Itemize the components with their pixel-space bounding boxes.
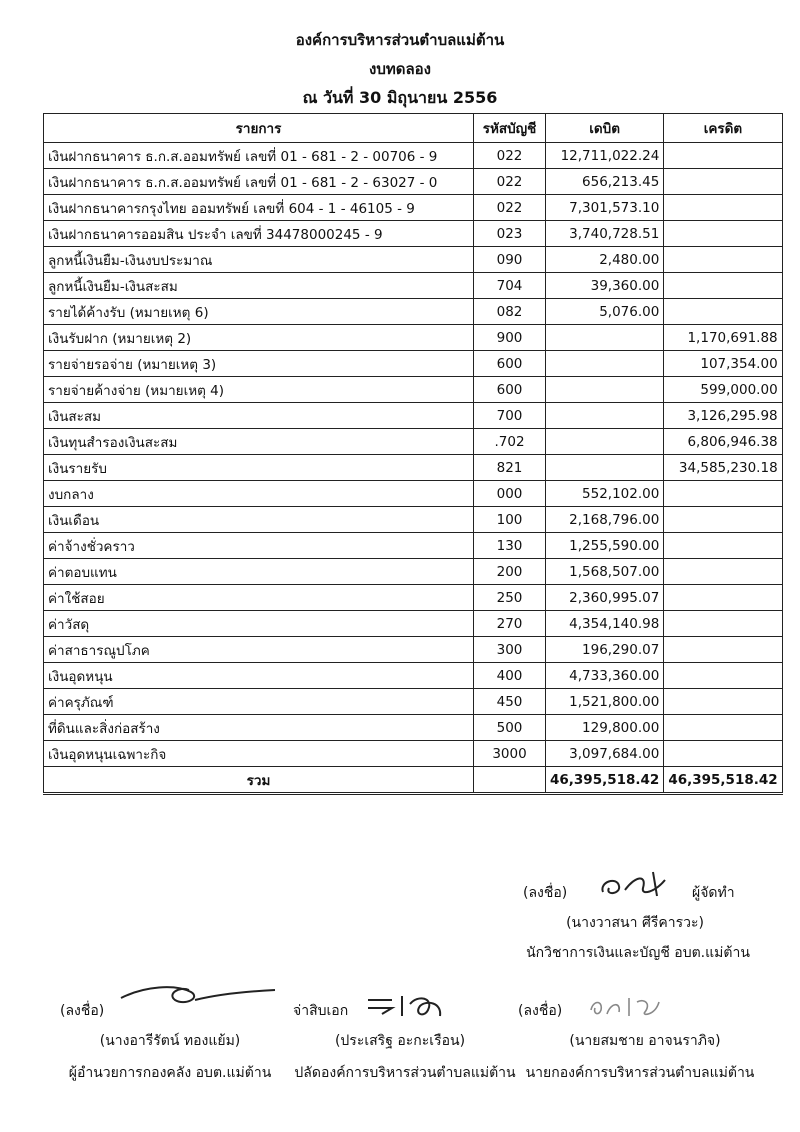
row-code-cell: 270 [474,611,546,637]
row-code-cell: 704 [474,273,546,299]
finance-signature [115,980,285,1012]
row-credit-cell: 34,585,230.18 [664,455,782,481]
row-code-cell: 600 [474,377,546,403]
org-title: องค์การบริหารส่วนตำบลแม่ต้าน [295,31,505,49]
row-item-cell: เงินฝากธนาคารกรุงไทย ออมทรัพย์ เลขที่ 604 - 1 - 46105 - 9 [44,195,474,221]
row-debit-cell: 196,290.07 [546,637,664,663]
row-debit-cell [546,377,664,403]
table-row [44,325,783,351]
row-debit-cell: 1,521,800.00 [546,689,664,715]
as-of-date: ณ วันที่ 30 มิถุนายน 2556 [302,88,498,107]
clerk-signature [362,990,452,1022]
row-item-cell: รายจ่ายค้างจ่าย (หมายเหตุ 4) [44,377,474,403]
row-code-cell: 082 [474,299,546,325]
row-item-cell: ค่าตอบแทน [44,559,474,585]
row-item-cell: ลูกหนี้เงินยืม-เงินงบประมาณ [44,247,474,273]
total-row [44,767,783,794]
row-credit-cell [664,221,782,247]
total-code-cell [474,767,546,794]
row-credit-cell [664,533,782,559]
row-credit-cell: 1,170,691.88 [664,325,782,351]
table-row [44,403,783,429]
total-debit: 46,395,518.42 [546,767,664,794]
row-item-cell: ค่าครุภัณฑ์ [44,689,474,715]
table-row [44,351,783,377]
row-debit-cell: 129,800.00 [546,715,664,741]
row-credit-cell [664,273,782,299]
total-label: รวม [44,767,474,794]
column-header-code: รหัสบัญชี [474,114,546,143]
table-header-row [44,114,783,143]
prepared-name: (นางวาสนา ศีรีคารวะ) [566,915,704,931]
row-code-cell: 821 [474,455,546,481]
row-credit-cell [664,585,782,611]
row-credit-cell [664,611,782,637]
row-credit-cell [664,715,782,741]
table-row [44,195,783,221]
row-debit-cell: 3,097,684.00 [546,741,664,767]
row-item-cell: รายจ่ายรอจ่าย (หมายเหตุ 3) [44,351,474,377]
row-code-cell: 130 [474,533,546,559]
row-code-cell: 250 [474,585,546,611]
row-debit-cell: 2,480.00 [546,247,664,273]
row-code-cell: 022 [474,195,546,221]
finance-sign-label: (ลงชื่อ) [60,1003,105,1019]
row-credit-cell [664,689,782,715]
table-row [44,715,783,741]
row-item-cell: ลูกหนี้เงินยืม-เงินสะสม [44,273,474,299]
row-debit-cell [546,325,664,351]
row-code-cell: 3000 [474,741,546,767]
row-debit-cell: 3,740,728.51 [546,221,664,247]
table-row [44,247,783,273]
document-title: งบทดลอง [369,60,431,78]
row-code-cell: 200 [474,559,546,585]
row-debit-cell: 39,360.00 [546,273,664,299]
column-header-debit: เดบิต [546,114,664,143]
row-item-cell: รายได้ค้างรับ (หมายเหตุ 6) [44,299,474,325]
row-debit-cell: 7,301,573.10 [546,195,664,221]
table-row [44,559,783,585]
row-credit-cell [664,663,782,689]
row-code-cell: 700 [474,403,546,429]
prepared-sign-label: (ลงชื่อ) [523,885,568,901]
row-item-cell: ค่าใช้สอย [44,585,474,611]
row-code-cell: 022 [474,169,546,195]
column-header-credit: เครดิต [664,114,782,143]
row-debit-cell: 2,360,995.07 [546,585,664,611]
row-item-cell: เงินทุนสำรองเงินสะสม [44,429,474,455]
row-credit-cell [664,507,782,533]
total-credit: 46,395,518.42 [664,767,782,794]
row-debit-cell [546,403,664,429]
table-row [44,637,783,663]
row-credit-cell [664,169,782,195]
table-row [44,689,783,715]
finance-position: ผู้อำนวยการกองคลัง อบต.แม่ต้าน [68,1065,272,1081]
row-debit-cell: 2,168,796.00 [546,507,664,533]
row-item-cell: เงินฝากธนาคารออมสิน ประจำ เลขที่ 34478000245 - 9 [44,221,474,247]
row-code-cell: 300 [474,637,546,663]
row-code-cell: 500 [474,715,546,741]
row-item-cell: ค่าจ้างชั่วคราว [44,533,474,559]
row-item-cell: เงินสะสม [44,403,474,429]
table-row [44,611,783,637]
row-code-cell: 400 [474,663,546,689]
row-debit-cell: 12,711,022.24 [546,143,664,169]
table-row [44,221,783,247]
table-row [44,585,783,611]
row-credit-cell: 6,806,946.38 [664,429,782,455]
clerk-name: (ประเสริฐ อะกะเรือน) [334,1033,466,1049]
row-debit-cell: 4,354,140.98 [546,611,664,637]
row-code-cell: 000 [474,481,546,507]
row-code-cell: 100 [474,507,546,533]
table-row [44,663,783,689]
row-item-cell: เงินรายรับ [44,455,474,481]
mayor-sign-label: (ลงชื่อ) [518,1003,563,1019]
mayor-position: นายกองค์การบริหารส่วนตำบลแม่ต้าน [525,1065,755,1081]
row-code-cell: 090 [474,247,546,273]
row-debit-cell: 4,733,360.00 [546,663,664,689]
row-credit-cell [664,143,782,169]
row-code-cell: 023 [474,221,546,247]
row-item-cell: เงินฝากธนาคาร ธ.ก.ส.ออมทรัพย์ เลขที่ 01 - 681 - 2 - 00706 - 9 [44,143,474,169]
row-debit-cell [546,351,664,377]
row-debit-cell: 656,213.45 [546,169,664,195]
row-item-cell: ที่ดินและสิ่งก่อสร้าง [44,715,474,741]
row-credit-cell: 599,000.00 [664,377,782,403]
row-credit-cell [664,195,782,221]
row-credit-cell: 3,126,295.98 [664,403,782,429]
row-code-cell: 900 [474,325,546,351]
table-row [44,507,783,533]
prepared-signature [595,866,685,904]
prepared-position: นักวิชาการเงินและบัญชี อบต.แม่ต้าน [526,945,750,961]
row-credit-cell: 107,354.00 [664,351,782,377]
row-code-cell: .702 [474,429,546,455]
column-header-item: รายการ [44,114,474,143]
row-item-cell: เงินฝากธนาคาร ธ.ก.ส.ออมทรัพย์ เลขที่ 01 - 681 - 2 - 63027 - 0 [44,169,474,195]
table-row [44,143,783,169]
clerk-position: ปลัดองค์การบริหารส่วนตำบลแม่ต้าน [294,1065,516,1081]
table-row [44,481,783,507]
row-credit-cell [664,299,782,325]
row-debit-cell: 552,102.00 [546,481,664,507]
row-credit-cell [664,637,782,663]
row-item-cell: ค่าวัสดุ [44,611,474,637]
row-debit-cell: 1,255,590.00 [546,533,664,559]
row-debit-cell: 5,076.00 [546,299,664,325]
row-code-cell: 450 [474,689,546,715]
finance-name: (นางอารีรัตน์ ทองแย้ม) [99,1033,241,1049]
table-row [44,741,783,767]
table-row [44,533,783,559]
clerk-rank: จ่าสิบเอก [293,1003,349,1019]
trial-balance-table [43,113,783,795]
row-credit-cell [664,481,782,507]
table-row [44,455,783,481]
row-debit-cell [546,455,664,481]
row-item-cell: เงินอุดหนุนเฉพาะกิจ [44,741,474,767]
mayor-name: (นายสมชาย อาจนราภิจ) [569,1033,721,1049]
row-item-cell: เงินอุดหนุน [44,663,474,689]
row-debit-cell [546,429,664,455]
row-item-cell: งบกลาง [44,481,474,507]
row-code-cell: 022 [474,143,546,169]
row-credit-cell [664,247,782,273]
row-item-cell: ค่าสาธารณูปโภค [44,637,474,663]
row-code-cell: 600 [474,351,546,377]
mayor-signature [585,990,675,1022]
table-row [44,299,783,325]
table-row [44,429,783,455]
prepared-role-label: ผู้จัดทำ [692,885,735,901]
row-item-cell: เงินรับฝาก (หมายเหตุ 2) [44,325,474,351]
row-debit-cell: 1,568,507.00 [546,559,664,585]
table-row [44,377,783,403]
row-credit-cell [664,559,782,585]
row-credit-cell [664,741,782,767]
row-item-cell: เงินเดือน [44,507,474,533]
table-row [44,273,783,299]
table-row [44,169,783,195]
